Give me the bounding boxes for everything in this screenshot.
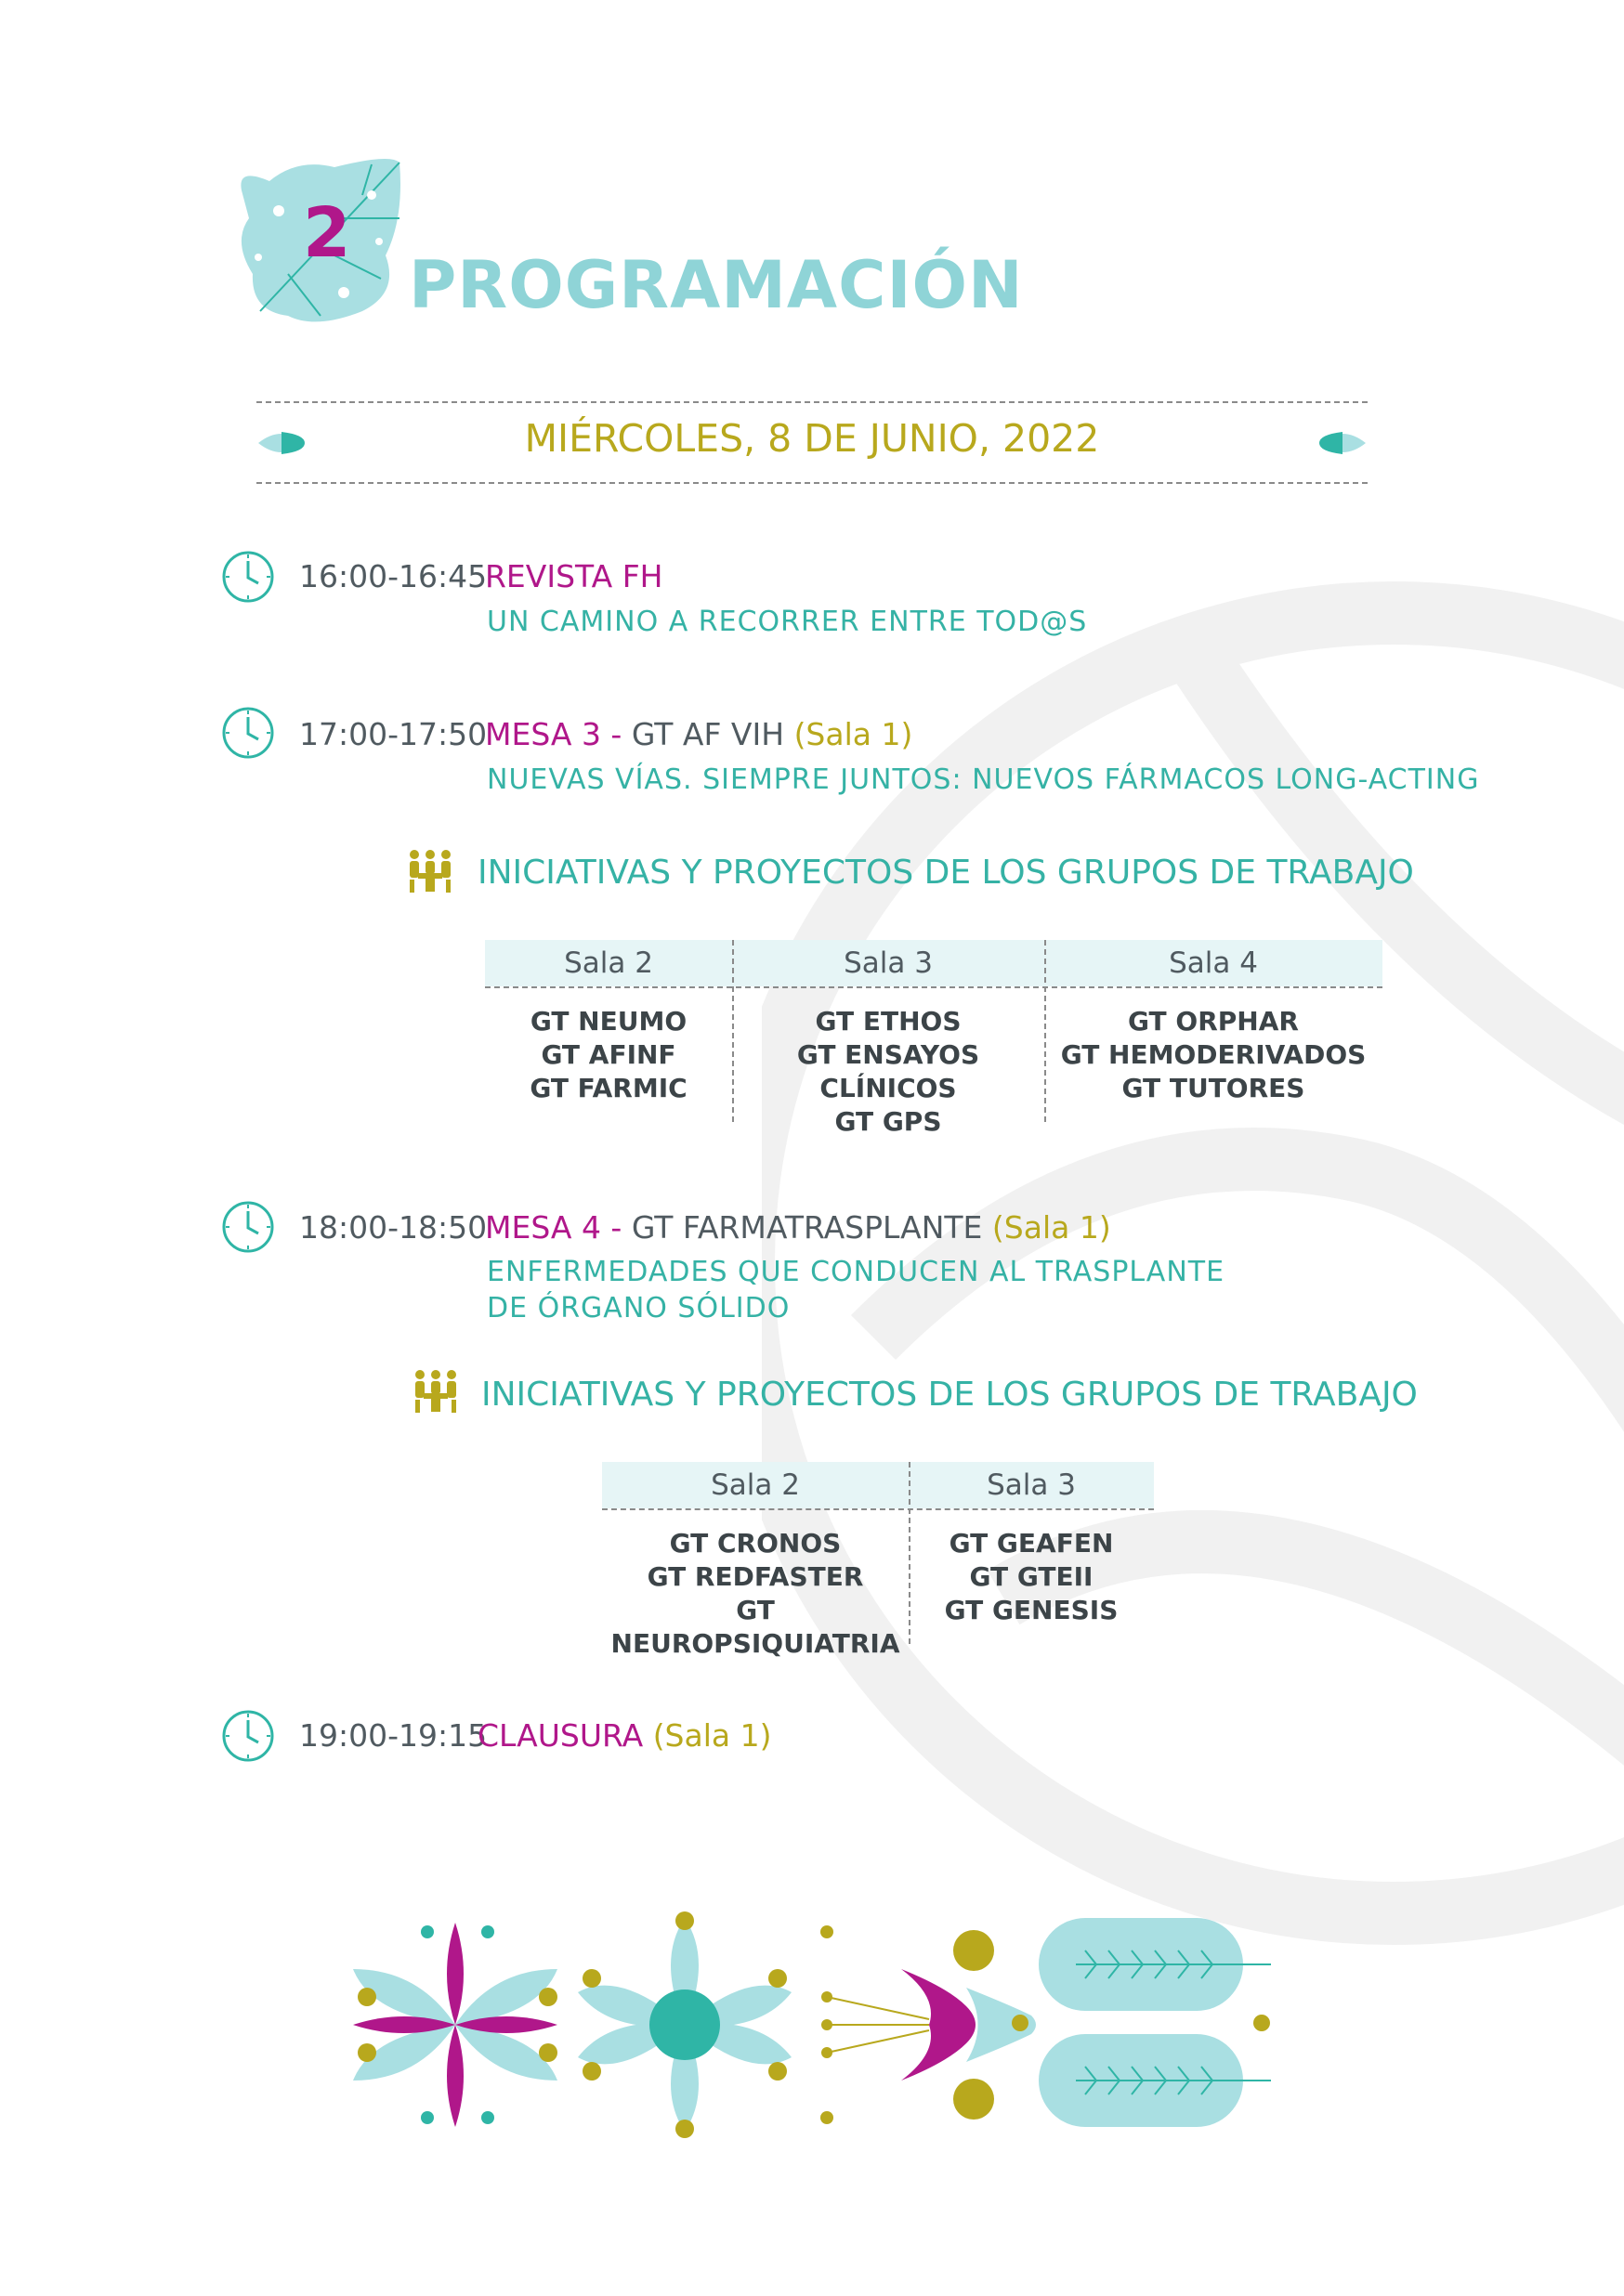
session-group: GT FARMATRASPLANTE — [631, 1209, 983, 1246]
session-time: 17:00-17:50 — [299, 716, 488, 752]
table-cell — [485, 1005, 732, 1105]
group-name: GT GENESIS — [944, 1595, 1119, 1625]
working-group-icon — [411, 1369, 461, 1415]
session-title: CLAUSURA — [478, 1717, 644, 1754]
clock-icon — [221, 550, 275, 604]
table-column-header: Sala 3 — [844, 946, 933, 980]
session-title: MESA 3 - — [485, 716, 622, 752]
table-cell — [909, 1527, 1154, 1627]
session-room: (Sala 1) — [793, 716, 913, 752]
group-name: GT AFINF — [541, 1039, 676, 1070]
group-name: GT FARMIC — [530, 1073, 688, 1103]
group-name: GT CRONOS — [669, 1528, 842, 1559]
session-subtitle-line: DE ÓRGANO SÓLIDO — [487, 1292, 791, 1324]
group-name: GT GPS — [834, 1106, 942, 1137]
initiatives-heading: INICIATIVAS Y PROYECTOS DE LOS GRUPOS DE TRABAJO — [478, 854, 1414, 892]
session-subtitle: UN CAMINO A RECORRER ENTRE TOD@S — [487, 606, 1088, 638]
initiatives-heading: INICIATIVAS Y PROYECTOS DE LOS GRUPOS DE TRABAJO — [481, 1376, 1418, 1414]
event-date: MIÉRCOLES, 8 DE JUNIO, 2022 — [524, 416, 1100, 461]
table-cell — [732, 1005, 1044, 1139]
clock-icon — [221, 706, 275, 760]
group-name: GT TUTORES — [1121, 1073, 1305, 1103]
session-room: (Sala 1) — [652, 1717, 772, 1754]
page-title: PROGRAMACIÓN — [409, 247, 1024, 323]
table-cell — [1044, 1005, 1382, 1105]
session-group: GT AF VIH — [631, 716, 785, 752]
table-cell — [602, 1527, 909, 1661]
working-group-icon — [405, 849, 455, 895]
session-title-row — [485, 716, 913, 752]
table-column-header: Sala 4 — [1169, 946, 1258, 980]
group-name: GT NEUMO — [530, 1006, 688, 1037]
clock-icon — [221, 1200, 275, 1254]
table-header-divider — [485, 986, 1382, 988]
table-column-header: Sala 2 — [711, 1468, 800, 1502]
table-column-header: Sala 3 — [987, 1468, 1076, 1502]
session-time: 18:00-18:50 — [299, 1209, 488, 1246]
divider-top — [256, 401, 1368, 403]
group-name: GT REDFASTER — [647, 1561, 864, 1592]
group-name: GT HEMODERIVADOS — [1060, 1039, 1367, 1070]
session-title: REVISTA FH — [485, 558, 663, 594]
floral-decoration — [353, 1904, 1282, 2146]
divider-bottom — [256, 482, 1368, 484]
session-time: 16:00-16:45 — [299, 558, 488, 594]
session-title-row — [478, 1717, 772, 1754]
rooms-table — [485, 940, 1382, 1137]
group-name: GT ETHOS — [815, 1006, 962, 1037]
group-name: GT ORPHAR — [1128, 1006, 1299, 1037]
session-time: 19:00-19:15 — [299, 1717, 488, 1754]
session-subtitle — [487, 1254, 1225, 1326]
group-name: GT ENSAYOS CLÍNICOS — [796, 1039, 980, 1103]
session-subtitle-line: ENFERMEDADES QUE CONDUCEN AL TRASPLANTE — [487, 1256, 1225, 1288]
section-number: 2 — [303, 193, 351, 273]
rooms-table — [602, 1462, 1154, 1659]
session-title: MESA 4 - — [485, 1209, 622, 1246]
clock-icon — [221, 1709, 275, 1763]
group-name: GT GEAFEN — [949, 1528, 1114, 1559]
session-room: (Sala 1) — [991, 1209, 1111, 1246]
group-name: GT GTEII — [969, 1561, 1094, 1592]
table-header-divider — [602, 1508, 1154, 1510]
table-column-header: Sala 2 — [564, 946, 653, 980]
session-subtitle: NUEVAS VÍAS. SIEMPRE JUNTOS: NUEVOS FÁRMACOS LONG-ACTING — [487, 763, 1480, 796]
group-name: GT NEUROPSIQUIATRIA — [610, 1595, 900, 1659]
session-title-row — [485, 1209, 1111, 1246]
